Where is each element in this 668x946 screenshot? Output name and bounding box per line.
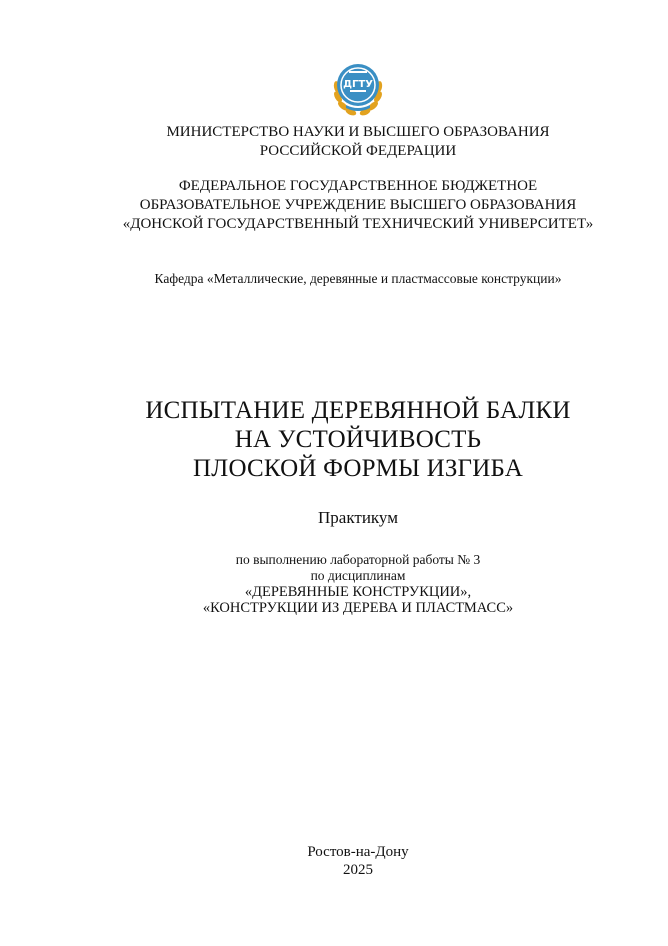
document-title	[24, 396, 668, 483]
description-line-2: по дисциплинам	[310, 568, 406, 583]
department-name: Кафедра «Металлические, деревянные и пластмассовые конструкции»	[154, 271, 562, 286]
ministry-header	[24, 123, 668, 161]
logo-text: ДГТУ	[343, 79, 373, 90]
university-logo	[329, 57, 387, 119]
document-description	[24, 552, 668, 616]
discipline-2: «КОНСТРУКЦИИ ИЗ ДЕРЕВА И ПЛАСТМАСС»	[202, 600, 514, 616]
description-line-1: по выполнению лабораторной работы № 3	[235, 552, 481, 567]
publication-city: Ростов-на-Дону	[307, 844, 409, 860]
title-line-1: ИСПЫТАНИЕ ДЕРЕВЯННОЙ БАЛКИ	[145, 397, 571, 424]
publication-year: 2025	[343, 862, 373, 878]
publication-info	[24, 843, 668, 879]
ministry-line-1: МИНИСТЕРСТВО НАУКИ И ВЫСШЕГО ОБРАЗОВАНИЯ	[166, 124, 550, 140]
institution-line-1: ФЕДЕРАЛЬНОЕ ГОСУДАРСТВЕННОЕ БЮДЖЕТНОЕ	[178, 178, 538, 194]
institution-line-3: «ДОНСКОЙ ГОСУДАРСТВЕННЫЙ ТЕХНИЧЕСКИЙ УНИВЕРСИТЕТ»	[122, 216, 594, 232]
institution-header	[24, 177, 668, 234]
discipline-1: «ДЕРЕВЯННЫЕ КОНСТРУКЦИИ»,	[244, 584, 472, 600]
ministry-line-2: РОССИЙСКОЙ ФЕДЕРАЦИИ	[259, 143, 457, 159]
title-line-2: НА УСТОЙЧИВОСТЬ	[234, 426, 482, 453]
institution-line-2: ОБРАЗОВАТЕЛЬНОЕ УЧРЕЖДЕНИЕ ВЫСШЕГО ОБРАЗОВАНИЯ	[139, 197, 577, 213]
document-type: Практикум	[318, 508, 398, 527]
title-line-3: ПЛОСКОЙ ФОРМЫ ИЗГИБА	[193, 455, 523, 482]
